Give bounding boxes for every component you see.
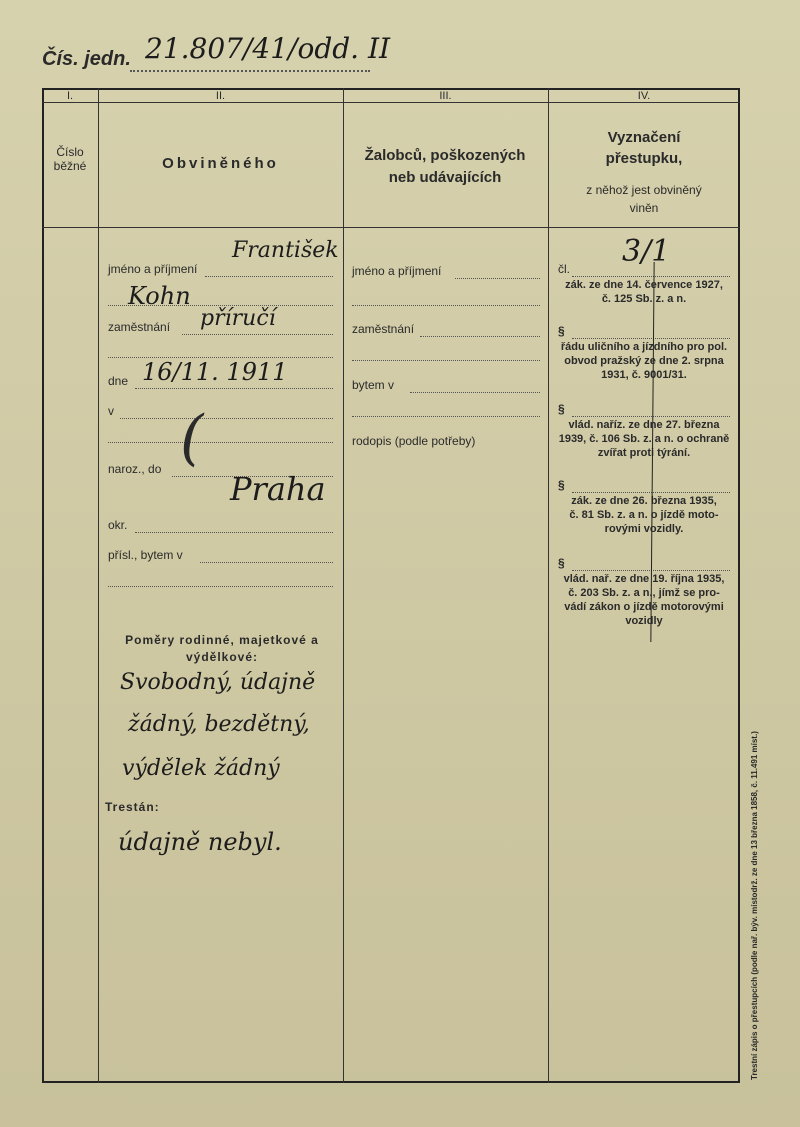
- law4-line1: zák. ze dne 26. března 1935,: [571, 495, 717, 507]
- column-2-number: II.: [215, 90, 226, 102]
- accused-date-label: dne: [108, 374, 129, 388]
- law5-line3: vádí zákon o jízdě motorovými: [564, 601, 724, 613]
- section-mark-5: §: [558, 556, 565, 570]
- complainant-residence-label: bytem v: [352, 378, 395, 392]
- law5-line2: č. 203 Sb. z. a n., jímž se pro-: [568, 587, 720, 599]
- accused-domicile-line-2: [108, 586, 333, 587]
- law2-line2: obvod pražský ze dne 2. srpna: [564, 355, 724, 367]
- section-line-3: [572, 416, 730, 417]
- accused-in-line-2: [108, 442, 333, 443]
- accused-name-label: jméno a příjmení: [108, 262, 198, 276]
- law4-line3: rovými vozidly.: [604, 523, 684, 535]
- accused-district-line: [135, 532, 333, 533]
- accused-domicile-label: přísl., bytem v: [108, 548, 183, 562]
- circumstances-label: Poměry rodinné, majetkové a výdělkové:: [125, 633, 319, 664]
- law3-line1: vlád. naříz. ze dne 27. března: [568, 419, 720, 431]
- law1-line1: zák. ze dne 14. července 1927,: [565, 279, 723, 291]
- accused-domicile-line: [200, 562, 333, 563]
- column-1-number: I.: [66, 90, 74, 102]
- law5-line1: vlád. nař. ze dne 19. října 1935,: [563, 573, 725, 585]
- accused-surname: Kohn: [128, 282, 191, 310]
- column-divider-1: [98, 88, 99, 1083]
- section-mark-2: §: [558, 324, 565, 338]
- accused-born-label: naroz., do: [108, 462, 162, 476]
- convicted-label: Trestán:: [105, 800, 160, 814]
- complainant-occupation-line: [420, 336, 540, 337]
- complainant-name-line-2: [352, 305, 540, 306]
- section-mark-4: §: [558, 478, 565, 492]
- reference-dotted-line: [130, 70, 370, 72]
- section-mark-3: §: [558, 402, 565, 416]
- article-line: [572, 276, 730, 277]
- accused-occupation-label: zaměstnání: [108, 320, 171, 334]
- column-1-heading: Číslo běžné: [53, 145, 87, 173]
- accused-date-line: [135, 388, 333, 389]
- column-4-number: IV.: [637, 90, 651, 102]
- complainant-residence-line: [410, 392, 540, 393]
- complainant-name-line: [455, 278, 540, 279]
- column-2-heading: Obviněného: [162, 155, 279, 172]
- roman-row-divider: [42, 102, 740, 103]
- law4-line2: č. 81 Sb. z. a n. o jízdě moto-: [569, 509, 719, 521]
- complainant-name-label: jméno a příjmení: [352, 264, 442, 278]
- header-row-divider: [42, 227, 740, 228]
- law2-line3: 1931, č. 9001/31.: [601, 369, 687, 381]
- column-4-heading-line3: z něhož jest obviněný: [586, 183, 702, 197]
- accused-occupation: příručí: [200, 306, 276, 331]
- column-4-heading-line4: viněn: [629, 201, 659, 215]
- section-line-2: [572, 338, 730, 339]
- law5-line4: vozidly: [625, 615, 663, 627]
- accused-district-label: okr.: [108, 518, 128, 532]
- accused-in-line: [120, 418, 333, 419]
- convicted-value: údajně nebyl.: [118, 828, 282, 856]
- law3-line2: 1939, č. 106 Sb. z. a n. o ochraně: [558, 433, 730, 445]
- complainant-occupation-line-2: [352, 360, 540, 361]
- complainant-occupation-label: zaměstnání: [352, 322, 415, 336]
- circumstances-line-1: Svobodný, údajně: [120, 670, 316, 695]
- reference-label: Čís. jedn.: [42, 48, 131, 70]
- accused-name-line: [205, 276, 333, 277]
- reference-number: 21.807/41/odd. II: [145, 32, 391, 65]
- column-4-heading-line2: přestupku,: [605, 150, 683, 167]
- law2-line1: řádu uličního a jízdního pro pol.: [560, 341, 728, 353]
- law1-line2: č. 125 Sb. z. a n.: [601, 293, 687, 305]
- column-3-number: III.: [439, 90, 452, 102]
- accused-birthplace: Praha: [230, 470, 326, 508]
- accused-birth-date: 16/11. 1911: [142, 358, 288, 386]
- column-4-heading-line1: Vyznačení: [607, 129, 681, 146]
- accused-in-label: v: [108, 404, 114, 418]
- bracket-mark: (: [180, 403, 204, 473]
- circumstances-line-3: výdělek žádný: [122, 756, 280, 781]
- side-form-note: Trestní zápis o přestupcích (podle nař. býv. místodrž. ze dne 13 března 1858, č. 11.491 míst.): [750, 731, 759, 1080]
- accused-first-name: František: [232, 238, 339, 263]
- law3-line3: zvířat proti týrání.: [597, 447, 691, 459]
- article-label: čl.: [558, 262, 570, 276]
- complainant-residence-line-2: [352, 416, 540, 417]
- column-divider-3: [548, 88, 549, 1083]
- complainant-pedigree-label: rodopis (podle potřeby): [352, 434, 476, 448]
- article-value: 3/1: [622, 234, 671, 269]
- column-divider-2: [343, 88, 344, 1083]
- circumstances-line-2: žádný, bezdětný,: [128, 712, 310, 737]
- accused-occupation-line: [182, 334, 333, 335]
- column-3-heading: Žalobců, poškozených neb udávajících: [364, 147, 526, 186]
